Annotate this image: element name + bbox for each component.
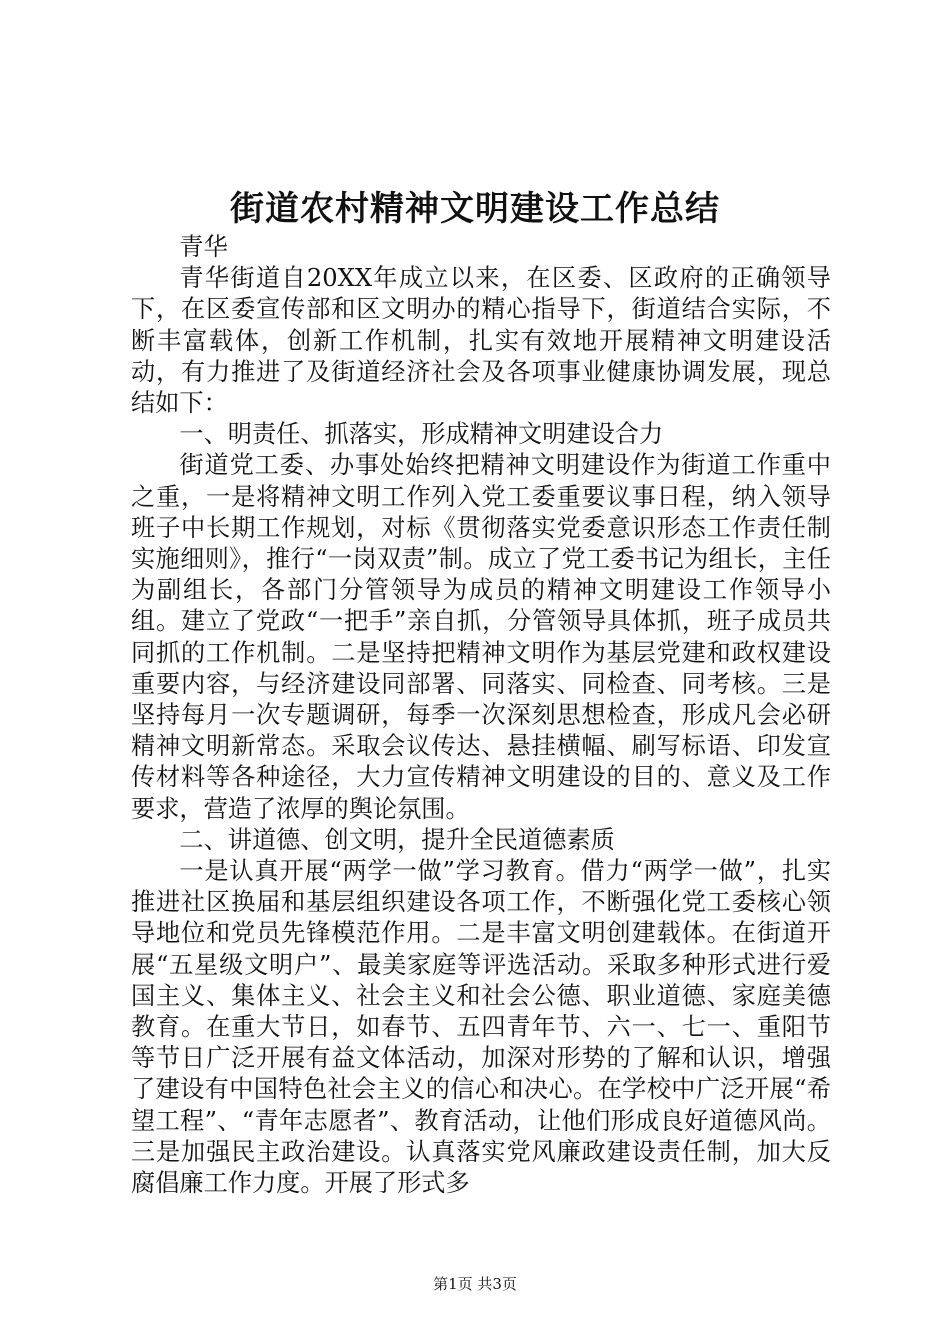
section-heading-2: 二、讲道德、创文明，提升全民道德素质	[179, 825, 615, 854]
document-title: 街道农村精神文明建设工作总结	[230, 189, 720, 229]
intro-paragraph: 青华街道自20XX年成立以来，在区委、区政府的正确领导下，在区委宣传部和区文明办的精心指导下，街道结合实际，不断丰富载体，创新工作机制，扎实有效地开展精神文明建设活动，有力推进了及街道经济社会及各项事业健康协调发展，现总结如下：	[131, 264, 831, 418]
author-line: 青华	[179, 233, 228, 261]
page-footer: 第1页 共3页	[433, 1275, 517, 1293]
section-2-paragraph: 一是认真开展“两学一做”学习教育。借力“两学一做”，扎实推进社区换届和基层组织建设各项工作，不断强化党工委核心领导地位和党员先锋模范作用。二是丰富文明创建载体。在街道开展“五星级文明户”、最美家庭等评选活动。采取多种形式进行爱国主义、集体主义、社会主义和社会公德、职业道德、家庭美德教育。在重大节日，如春节、五四青年节、六一、七一、重阳节等节日广泛开展有益文体活动，加深对形势的了解和认识，增强了建设有中国特色社会主义的信心和决心。在学校中广泛开展“希望工程”、“青年志愿者”、教育活动，让他们形成良好道德风尚。三是加强民主政治建设。认真落实党风廉政建设责任制，加大反腐倡廉工作力度。开展了形式多	[131, 857, 831, 1198]
document-body	[131, 232, 831, 1199]
section-heading-1: 一、明责任、抓落实，形成精神文明建设合力	[179, 420, 664, 449]
section-1-paragraph: 街道党工委、办事处始终把精神文明建设作为街道工作重中之重，一是将精神文明工作列入党工委重要议事日程，纳入领导班子中长期工作规划，对标《贯彻落实党委意识形态工作责任制实施细则》，推行“一岗双责”制。成立了党工委书记为组长，主任为副组长，各部门分管领导为成员的精神文明建设工作领导小组。建立了党政“一把手”亲自抓，分管领导具体抓，班子成员共同抓的工作机制。二是坚持把精神文明作为基层党建和政权建设重要内容，与经济建设同部署、同落实、同检查、同考核。三是坚持每月一次专题调研，每季一次深刻思想检查，形成凡会必研精神文明新常态。采取会议传达、悬挂横幅、刷写标语、印发宣传材料等各种途径，大力宣传精神文明建设的目的、意义及工作要求，营造了浓厚的舆论氛围。	[131, 451, 831, 823]
